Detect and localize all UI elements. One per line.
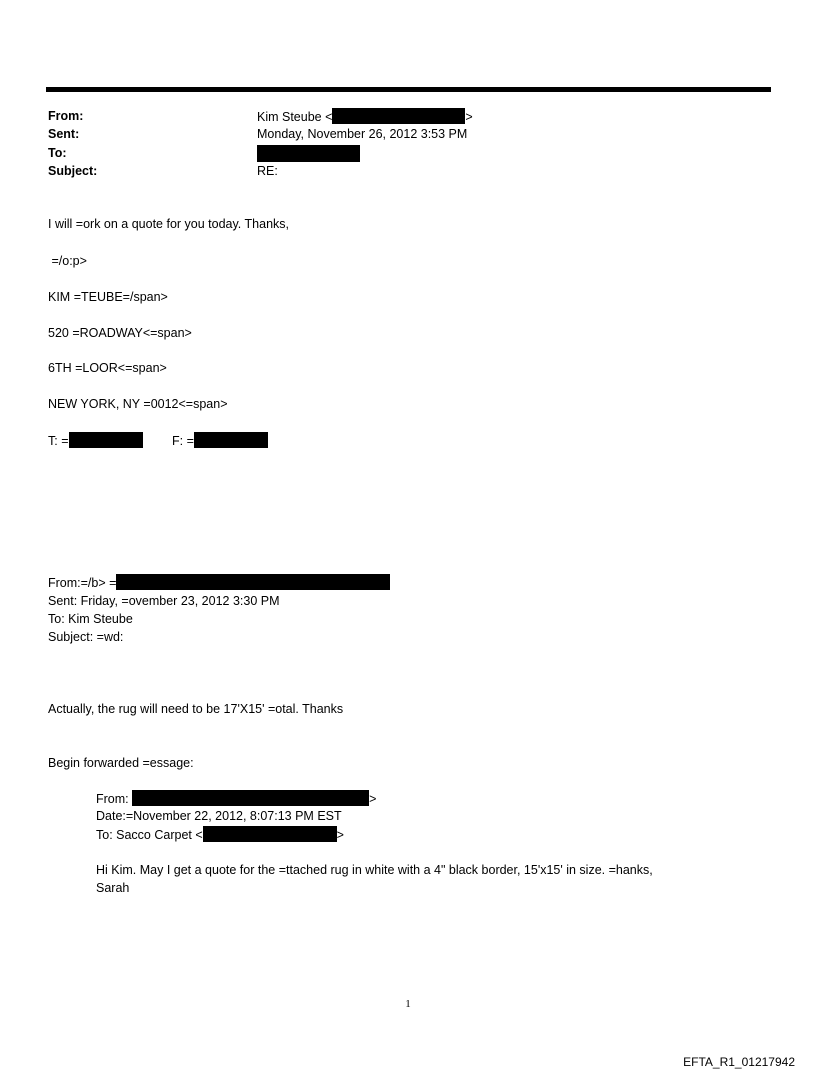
fax-label: F: =	[172, 434, 194, 448]
fwd2-from-label: From:	[96, 792, 133, 806]
fwd1-sent-line: Sent: Friday, =ovember 23, 2012 3:30 PM	[48, 594, 280, 608]
redaction-fax	[194, 432, 268, 448]
fwd2-to-label: To: Sacco Carpet <	[96, 828, 203, 842]
fwd1-from-line	[48, 574, 390, 592]
redaction-fwd2-from	[132, 790, 369, 806]
reply-line-2: =/o:p>	[48, 254, 87, 268]
subject-value: RE:	[257, 164, 278, 178]
fax-line	[172, 432, 268, 450]
fwd1-body: Actually, the rug will need to be 17'X15' =otal. Thanks	[48, 702, 344, 716]
fwd2-body-line-2: Sarah	[96, 881, 130, 895]
redaction-fwd1-from	[116, 574, 390, 590]
to-label: To:	[48, 146, 67, 160]
signature-street: 520 =ROADWAY<=span>	[48, 326, 192, 340]
signature-floor: 6TH =LOOR<=span>	[48, 361, 167, 375]
redaction-fwd2-to	[203, 826, 337, 842]
reply-line-1: I will =ork on a quote for you today. Thanks,	[48, 217, 289, 231]
signature-name: KIM =TEUBE=/span>	[48, 290, 168, 304]
redaction-phone	[69, 432, 143, 448]
fwd1-to-line: To: Kim Steube	[48, 612, 133, 626]
header-rule	[46, 87, 771, 92]
phone-label: T: =	[48, 434, 69, 448]
sent-value: Monday, November 26, 2012 3:53 PM	[257, 127, 468, 141]
fwd2-to-line	[96, 826, 344, 844]
fwd2-from-line	[96, 790, 376, 808]
fwd2-to-close: >	[336, 828, 344, 842]
bates-number: EFTA_R1_01217942	[683, 1055, 795, 1069]
fwd1-subject-line: Subject: =wd:	[48, 630, 124, 644]
fwd1-begin-forwarded: Begin forwarded =essage:	[48, 756, 194, 770]
from-close: >	[465, 110, 473, 124]
sent-label: Sent:	[48, 127, 80, 141]
redaction-from-email	[332, 108, 465, 124]
to-value	[257, 145, 360, 164]
fwd2-from-close: >	[369, 792, 377, 806]
phone-line	[48, 432, 143, 450]
page-number: 1	[405, 998, 411, 1010]
from-label: From:	[48, 109, 84, 123]
signature-city: NEW YORK, NY =0012<=span>	[48, 397, 228, 411]
redaction-to	[257, 145, 360, 162]
subject-label: Subject:	[48, 164, 98, 178]
fwd2-body-line-1: Hi Kim. May I get a quote for the =ttached rug in white with a 4" black border, 15'x15' in size. =hanks,	[96, 863, 653, 877]
fwd2-date-line: Date:=November 22, 2012, 8:07:13 PM EST	[96, 809, 342, 823]
from-value	[257, 108, 473, 126]
fwd1-from-label: From:=/b> =	[48, 576, 117, 590]
from-name: Kim Steube <	[257, 110, 333, 124]
